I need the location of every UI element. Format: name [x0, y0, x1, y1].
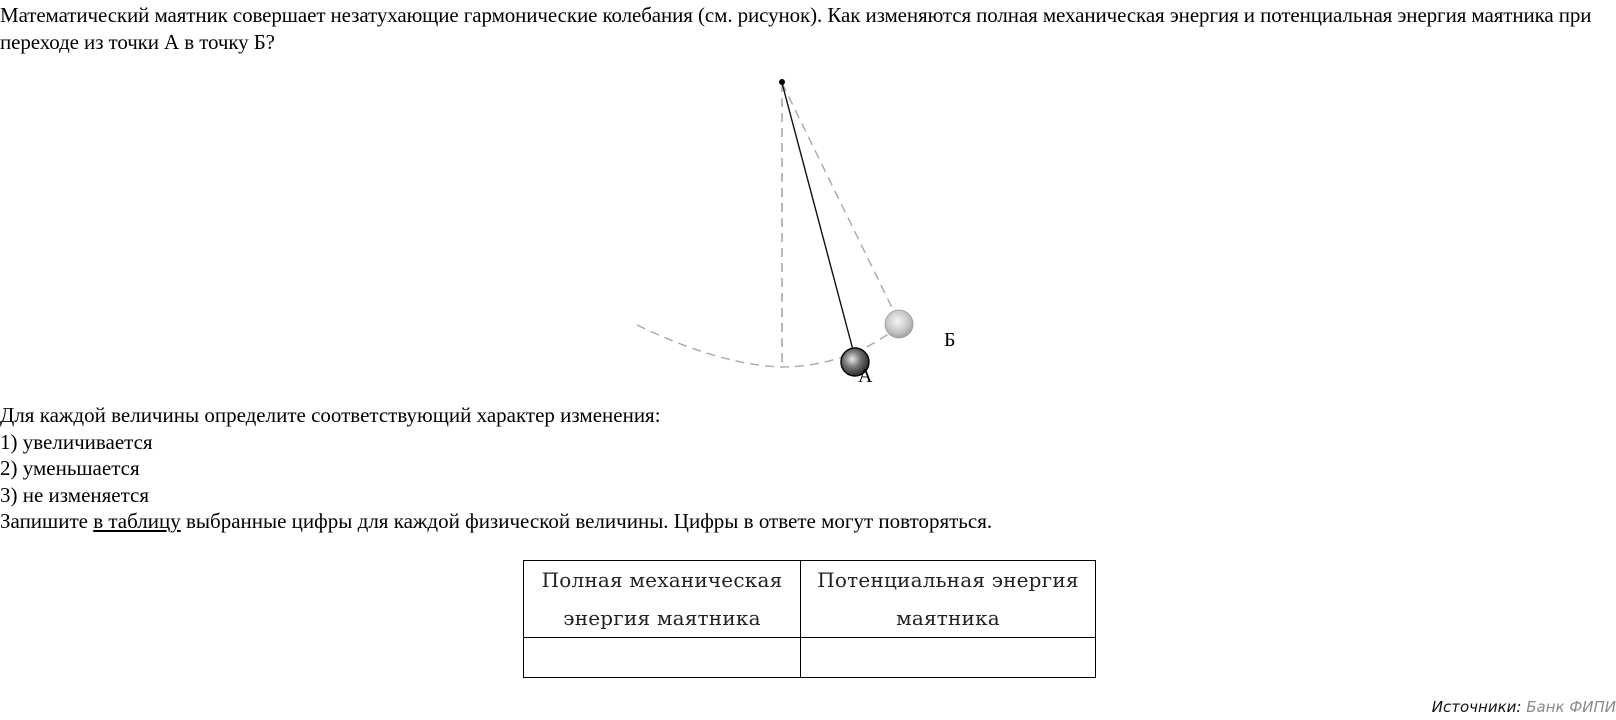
- string-to-b-line: [782, 83, 900, 324]
- table-answer-row: [524, 638, 1096, 678]
- label-a: А: [858, 365, 873, 387]
- instructions: [0, 402, 992, 535]
- header-total-energy: [524, 561, 801, 638]
- ball-b: [885, 310, 913, 338]
- answer-cell-potential-energy[interactable]: [801, 638, 1096, 678]
- pendulum-figure: [600, 60, 980, 400]
- table-link[interactable]: в таблицу: [93, 509, 181, 533]
- label-b: Б: [944, 329, 956, 351]
- pendulum-string: [782, 83, 853, 350]
- pendulum-diagram: [600, 60, 980, 400]
- instructions-intro: Для каждой величины определите соответствующий характер изменения:: [0, 403, 661, 427]
- source-line: [1432, 698, 1616, 716]
- header-total-energy-line2: энергия маятника: [563, 606, 761, 630]
- table-header-row: [524, 561, 1096, 638]
- header-potential-energy-line2: маятника: [896, 606, 1000, 630]
- header-potential-energy-line1: Потенциальная энергия: [817, 568, 1079, 592]
- option-2: 2) уменьшается: [0, 456, 140, 480]
- write-instruction: [0, 508, 992, 535]
- write-prefix: Запишите: [0, 509, 88, 533]
- answer-input-potential-energy[interactable]: [802, 638, 1098, 677]
- question-text: Математический маятник совершает незатухающие гармонические колебания (см. рисунок). Как изменяются полная механическая энергия и потенциальная энергия маятника при переходе из точки А в точку Б?: [0, 3, 1592, 54]
- answer-cell-total-energy[interactable]: [524, 638, 801, 678]
- answer-input-total-energy[interactable]: [525, 638, 803, 677]
- source-value[interactable]: Банк ФИПИ: [1526, 698, 1616, 716]
- option-1: 1) увеличивается: [0, 429, 153, 454]
- answer-table: [523, 560, 1096, 678]
- pivot-point: [779, 79, 785, 85]
- write-suffix: выбранные цифры для каждой физической величины. Цифры в ответе могут повторяться.: [186, 509, 993, 533]
- header-potential-energy: [801, 561, 1096, 638]
- header-total-energy-line1: Полная механическая: [541, 568, 783, 592]
- option-3: 3) не изменяется: [0, 482, 150, 507]
- source-label: Источники:: [1431, 698, 1522, 716]
